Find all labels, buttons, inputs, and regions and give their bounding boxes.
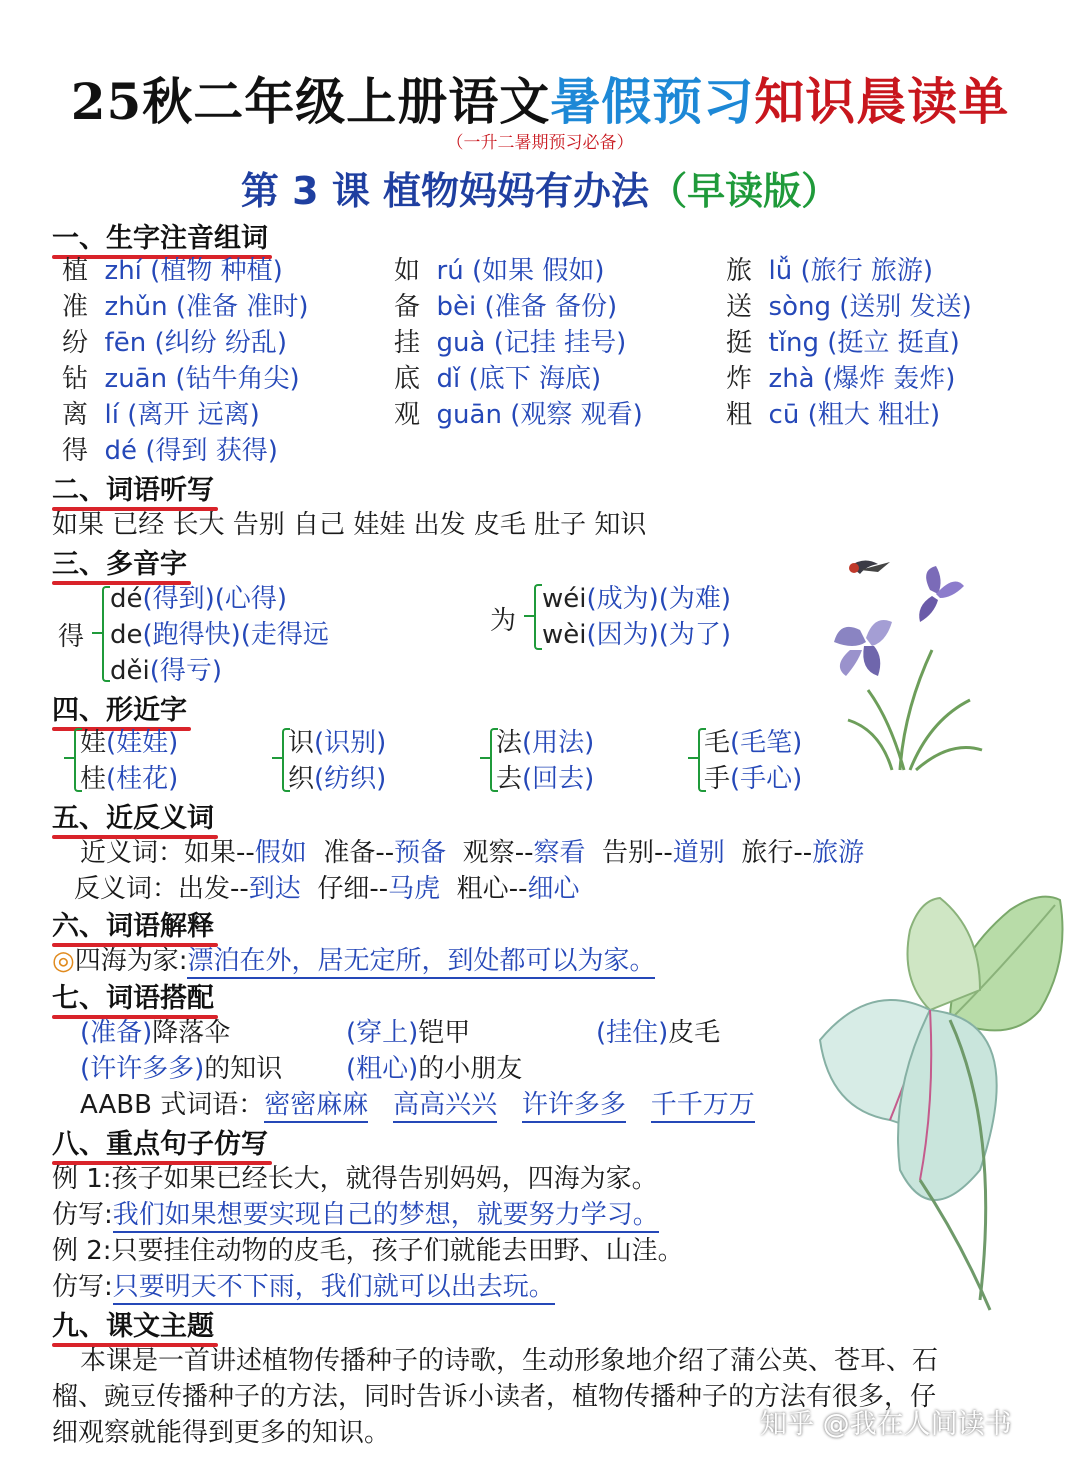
title-part-c: 知识晨读单	[754, 72, 1010, 131]
collocation	[346, 1048, 522, 1085]
polyphone-char-de: 得	[58, 622, 85, 652]
words: (回去)	[522, 764, 595, 794]
iris-bloom-2	[834, 620, 892, 676]
char: 钻	[62, 364, 89, 394]
similar-char	[80, 758, 178, 794]
imitation-sentence-2	[52, 1266, 555, 1303]
bracket	[534, 584, 542, 650]
pinyin: guān	[436, 400, 502, 430]
similar-char-pair	[288, 722, 386, 794]
bracket	[102, 586, 110, 682]
separator: --	[369, 874, 389, 904]
separator: --	[793, 838, 813, 868]
bracket-tick	[524, 615, 534, 617]
aabb-words	[80, 1084, 755, 1121]
similar-char	[704, 758, 802, 794]
char-entry	[62, 358, 308, 394]
polyphone-reading	[542, 578, 731, 614]
words: (离开 远离)	[127, 400, 260, 430]
example-text: 孩子如果已经长大，就得告别妈妈，四海为家。	[111, 1164, 658, 1194]
char: 手	[704, 764, 731, 794]
imitation-text: 我们如果想要实现自己的梦想，就要努力学习。	[113, 1200, 659, 1233]
char-entry	[726, 394, 972, 430]
words: (因为)(为了)	[586, 620, 732, 650]
subtitle: （一升二暑期预习必备）	[446, 133, 634, 153]
polyphone-char-wei: 为	[490, 606, 517, 636]
char: 粗	[726, 400, 753, 430]
char-entry	[62, 394, 308, 430]
pinyin: wèi	[542, 620, 587, 650]
polyphone-reading	[110, 650, 329, 686]
example-sentence-1	[52, 1158, 658, 1195]
words: (送别 发送)	[839, 292, 972, 322]
word: 仔细	[317, 874, 370, 904]
example-label: 例 1:	[52, 1164, 112, 1194]
words: (得到)(心得)	[142, 584, 288, 614]
char: 底	[394, 364, 421, 394]
example-text: 只要挂住动物的皮毛，孩子们就能去田野、山洼。	[111, 1236, 684, 1266]
words: (爆炸 轰炸)	[822, 364, 956, 394]
lesson-title	[0, 160, 1080, 215]
collocation	[80, 1012, 230, 1049]
char-entry	[62, 250, 308, 286]
char: 炸	[726, 364, 753, 394]
pinyin: dé	[104, 436, 138, 466]
pinyin: tǐng	[768, 328, 819, 358]
bracket-tick	[480, 757, 490, 759]
word: 告别	[602, 838, 655, 868]
char: 识	[288, 728, 315, 758]
pinyin: lí	[104, 400, 119, 430]
char: 植	[62, 256, 89, 286]
word: 粗心	[456, 874, 509, 904]
synonym: 道别	[672, 838, 725, 868]
title-part-b: 暑假预习	[550, 72, 755, 131]
char-column-1	[62, 250, 308, 466]
similar-char-pair	[80, 722, 178, 794]
pinyin: zhà	[768, 364, 815, 394]
words: (纺织)	[314, 764, 387, 794]
word: 如果	[184, 838, 237, 868]
similar-char	[288, 722, 386, 758]
collocation	[80, 1048, 282, 1085]
pinyin: zhǔn	[104, 292, 168, 322]
words: (挺立 挺直)	[827, 328, 960, 358]
char: 送	[726, 292, 753, 322]
section-8-heading-text: 八、重点句子仿写	[52, 1129, 268, 1160]
pinyin: zuān	[104, 364, 168, 394]
separator: --	[654, 838, 673, 868]
char: 去	[496, 764, 523, 794]
words: (旅行 旅游)	[800, 256, 934, 286]
char: 毛	[704, 728, 731, 758]
similar-char-pair	[704, 722, 802, 794]
char: 得	[62, 436, 89, 466]
pinyin: dǐ	[436, 364, 461, 394]
section-6-heading	[52, 904, 214, 943]
pinyin: lǚ	[768, 256, 793, 286]
imitation-label: 仿写:	[52, 1200, 113, 1230]
fill: (准备)	[80, 1018, 153, 1048]
term: 四海为家:	[74, 946, 188, 976]
words: (植物 种植)	[150, 256, 283, 286]
words: (底下 海底)	[468, 364, 602, 394]
pinyin: bèi	[436, 292, 477, 322]
words: (如果 假如)	[471, 256, 605, 286]
aabb-word: 许许多多	[522, 1090, 626, 1123]
fill: (挂住)	[596, 1018, 669, 1048]
words: (记挂 挂号)	[493, 328, 627, 358]
char: 娃	[80, 728, 107, 758]
char: 如	[394, 256, 421, 286]
synonyms-line	[80, 832, 864, 869]
char-column-2	[394, 250, 643, 430]
words: (成为)(为难)	[586, 584, 732, 614]
char: 法	[496, 728, 523, 758]
fill: (许许多多)	[80, 1054, 205, 1084]
words: (钻牛角尖)	[175, 364, 300, 394]
bracket-tick	[688, 757, 698, 759]
synonym: 假如	[254, 838, 307, 868]
example-sentence-2	[52, 1230, 684, 1267]
words: (娃娃)	[106, 728, 179, 758]
meaning: 漂泊在外，居无定所，到处都可以为家。	[187, 946, 655, 979]
aabb-word: 高高兴兴	[393, 1090, 497, 1123]
char: 挺	[726, 328, 753, 358]
pinyin: sòng	[768, 292, 831, 322]
pinyin: děi	[110, 656, 150, 686]
char-entry	[394, 286, 643, 322]
bracket-tick	[92, 632, 102, 634]
similar-char	[288, 758, 386, 794]
imitation-label: 仿写:	[52, 1272, 113, 1302]
bullet-icon: ◎	[52, 946, 75, 976]
char: 离	[62, 400, 89, 430]
section-6-heading-text: 六、词语解释	[52, 911, 214, 942]
char-entry	[726, 322, 972, 358]
dictation-words: 如果 已经 长大 告别 自己 娃娃 出发 皮毛 肚子 知识	[52, 510, 647, 540]
words: (准备 备份)	[484, 292, 618, 322]
theme-line-3: 细观察就能得到更多的知识。	[52, 1418, 391, 1448]
synonym: 旅游	[812, 838, 865, 868]
rest: 降落伞	[152, 1018, 231, 1048]
words: (得亏)	[149, 656, 223, 686]
synonyms-label: 近义词：	[80, 838, 185, 868]
separator: --	[514, 838, 534, 868]
char: 织	[288, 764, 315, 794]
section-9-heading-text: 九、课文主题	[52, 1311, 214, 1342]
char-entry	[726, 250, 972, 286]
words: (粗大 粗壮)	[807, 400, 941, 430]
char: 旅	[726, 256, 753, 286]
title-part-a: 25秋二年级上册语文	[70, 72, 551, 131]
similar-char	[496, 758, 594, 794]
char-entry	[62, 322, 308, 358]
section-7-heading-text: 七、词语搭配	[52, 983, 214, 1014]
separator: --	[375, 838, 395, 868]
char: 桂	[80, 764, 107, 794]
separator: --	[236, 838, 255, 868]
rest: 的小朋友	[418, 1054, 523, 1084]
word: 准备	[323, 838, 376, 868]
section-8-heading	[52, 1122, 268, 1161]
section-2-heading-text: 二、词语听写	[52, 475, 214, 506]
collocation	[346, 1012, 470, 1049]
char: 观	[394, 400, 421, 430]
pinyin: rú	[436, 256, 464, 286]
pinyin: fēn	[104, 328, 147, 358]
word: 旅行	[741, 838, 794, 868]
antonym: 马虎	[388, 874, 441, 904]
similar-char-pair	[496, 722, 594, 794]
pinyin: dé	[110, 584, 143, 614]
pinyin: de	[110, 620, 143, 650]
char: 准	[62, 292, 89, 322]
bracket-tick	[272, 757, 282, 759]
words: (识别)	[314, 728, 387, 758]
rest: 铠甲	[418, 1018, 471, 1048]
words: (纠纷 纷乱)	[154, 328, 288, 358]
words: (毛笔)	[730, 728, 803, 758]
char-entry	[726, 286, 972, 322]
section-4-heading-text: 四、形近字	[52, 695, 187, 726]
theme-line-2: 榴、豌豆传播种子的方法，同时告诉小读者，植物传播种子的方法有很多，仔	[52, 1382, 937, 1412]
pinyin: guà	[436, 328, 486, 358]
pinyin: zhí	[104, 256, 142, 286]
char-entry	[394, 358, 643, 394]
char-entry	[726, 358, 972, 394]
iris-bloom-1	[919, 566, 964, 622]
section-3-heading-text: 三、多音字	[52, 549, 187, 580]
section-5-heading-text: 五、近反义词	[52, 803, 214, 834]
words: (准备 准时)	[175, 292, 309, 322]
separator: --	[230, 874, 249, 904]
char: 纷	[62, 328, 89, 358]
char: 备	[394, 292, 421, 322]
pinyin: wéi	[542, 584, 587, 614]
char-column-3	[726, 250, 972, 430]
swallow-bird-icon	[849, 560, 890, 574]
page-title	[0, 62, 1080, 134]
synonym: 预备	[394, 838, 447, 868]
word: 观察	[462, 838, 515, 868]
aabb-label: AABB 式词语：	[80, 1090, 265, 1120]
polyphone-group-wei	[542, 578, 731, 650]
char-entry	[394, 322, 643, 358]
separator: --	[508, 874, 528, 904]
watermark: 知乎 @我在人间读书	[760, 1409, 1012, 1440]
char-entry	[394, 250, 643, 286]
words: (用法)	[522, 728, 595, 758]
section-5-heading	[52, 796, 214, 835]
rest: 的知识	[204, 1054, 283, 1084]
char-entry	[394, 394, 643, 430]
antonyms-label: 反义词：	[74, 874, 179, 904]
char-entry	[62, 430, 308, 466]
fill: (穿上)	[346, 1018, 419, 1048]
section-9-heading	[52, 1304, 214, 1343]
example-label: 例 2:	[52, 1236, 112, 1266]
antonyms-line	[74, 868, 579, 905]
imitation-sentence-1	[52, 1194, 659, 1231]
collocation	[596, 1012, 720, 1049]
words: (观察 观看)	[510, 400, 643, 430]
lesson-version: （早读版）	[649, 169, 840, 213]
theme-line-1: 本课是一首讲述植物传播种子的诗歌，生动形象地介绍了蒲公英、苍耳、石	[80, 1346, 939, 1376]
antonym: 细心	[527, 874, 580, 904]
aabb-word: 密密麻麻	[264, 1090, 368, 1123]
polyphone-reading	[110, 614, 329, 650]
word: 出发	[178, 874, 231, 904]
bracket-tick	[64, 757, 74, 759]
char: 挂	[394, 328, 421, 358]
words: (桂花)	[106, 764, 179, 794]
words: (跑得快)(走得远	[142, 620, 329, 650]
word-explanation	[52, 940, 655, 977]
antonym: 到达	[248, 874, 301, 904]
rest: 皮毛	[668, 1018, 721, 1048]
pinyin: cū	[768, 400, 800, 430]
section-2-heading	[52, 468, 214, 507]
lesson-name: 第 3 课 植物妈妈有办法	[240, 169, 650, 213]
leaf-illustration	[810, 870, 1080, 1320]
fill: (粗心)	[346, 1054, 419, 1084]
polyphone-reading	[110, 578, 329, 614]
imitation-text: 只要明天不下雨，我们就可以出去玩。	[113, 1272, 555, 1305]
words: (手心)	[730, 764, 803, 794]
synonym: 察看	[533, 838, 586, 868]
char-entry	[62, 286, 308, 322]
iris-flower-illustration	[820, 550, 990, 780]
similar-char	[496, 722, 594, 758]
aabb-word: 千千万万	[651, 1090, 755, 1123]
section-7-heading	[52, 976, 214, 1015]
similar-char	[80, 722, 178, 758]
polyphone-group-de	[110, 578, 329, 686]
words: (得到 获得)	[145, 436, 278, 466]
polyphone-reading	[542, 614, 731, 650]
section-1-heading-text: 一、生字注音组词	[52, 223, 268, 254]
section-3-heading	[52, 542, 187, 581]
similar-char	[704, 722, 802, 758]
